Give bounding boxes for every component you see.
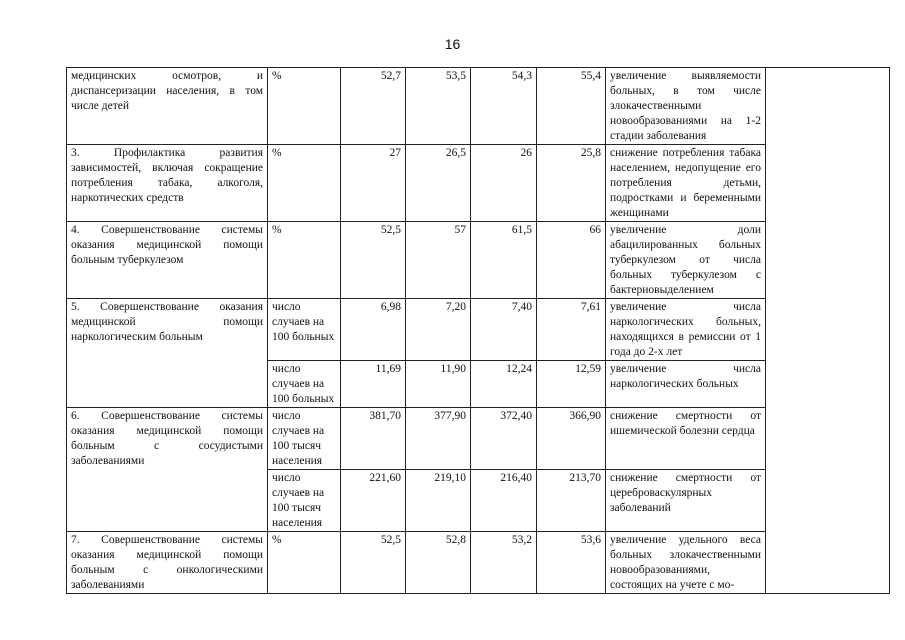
- result-cell: увеличение выявляемости больных, в том числе злокачественными новообразованиями на 1-2 стадии заболевания: [606, 68, 766, 145]
- result-cell: увеличение числа наркологических больных, находящихся в ремиссии от 1 года до 2-х лет: [606, 299, 766, 361]
- unit-cell: %: [268, 222, 341, 299]
- measure-name-cell: 4. Совершенствование системы оказания медицинской помощи больным туберкулезом: [67, 222, 268, 299]
- indicators-table: [66, 67, 890, 594]
- unit-cell: число случаев на 100 больных: [268, 299, 341, 361]
- value-cell: 216,40: [471, 470, 537, 532]
- value-cell: 27: [341, 145, 406, 222]
- value-cell: 12,59: [537, 361, 606, 408]
- value-cell: 11,90: [406, 361, 471, 408]
- empty-column-cell: [766, 68, 890, 594]
- result-cell: увеличение доли абацилированных больных туберкулезом от числа больных туберкулезом с бактериовыделением: [606, 222, 766, 299]
- value-cell: 213,70: [537, 470, 606, 532]
- value-cell: 54,3: [471, 68, 537, 145]
- value-cell: 25,8: [537, 145, 606, 222]
- measure-name-cell: 6. Совершенствование системы оказания медицинской помощи больным с сосудистыми заболеваниями: [67, 408, 268, 532]
- value-cell: 219,10: [406, 470, 471, 532]
- value-cell: 26: [471, 145, 537, 222]
- value-cell: 381,70: [341, 408, 406, 470]
- value-cell: 52,5: [341, 222, 406, 299]
- measure-name-cell: медицинских осмотров, и диспансеризации населения, в том числе детей: [67, 68, 268, 145]
- value-cell: 55,4: [537, 68, 606, 145]
- value-cell: 52,8: [406, 532, 471, 594]
- unit-cell: число случаев на 100 тысяч населения: [268, 408, 341, 470]
- value-cell: 12,24: [471, 361, 537, 408]
- value-cell: 53,6: [537, 532, 606, 594]
- value-cell: 372,40: [471, 408, 537, 470]
- unit-cell: %: [268, 532, 341, 594]
- measure-name-cell: 7. Совершенствование системы оказания медицинской помощи больным с онкологическими заболеваниями: [67, 532, 268, 594]
- value-cell: 26,5: [406, 145, 471, 222]
- value-cell: 53,5: [406, 68, 471, 145]
- value-cell: 52,5: [341, 532, 406, 594]
- value-cell: 7,40: [471, 299, 537, 361]
- value-cell: 53,2: [471, 532, 537, 594]
- page-number: 16: [444, 36, 461, 52]
- value-cell: 6,98: [341, 299, 406, 361]
- table-row: [67, 68, 890, 145]
- value-cell: 61,5: [471, 222, 537, 299]
- result-cell: снижение потребления табака населением, недопущение его потребления детьми, подростками и беременными женщинами: [606, 145, 766, 222]
- value-cell: 11,69: [341, 361, 406, 408]
- result-cell: увеличение числа наркологических больных: [606, 361, 766, 408]
- value-cell: 57: [406, 222, 471, 299]
- result-cell: снижение смертности от цереброваскулярных заболеваний: [606, 470, 766, 532]
- measure-name-cell: 3. Профилактика развития зависимостей, включая сокращение потребления табака, алкоголя, наркотических средств: [67, 145, 268, 222]
- value-cell: 221,60: [341, 470, 406, 532]
- unit-cell: %: [268, 145, 341, 222]
- value-cell: 366,90: [537, 408, 606, 470]
- value-cell: 377,90: [406, 408, 471, 470]
- value-cell: 7,20: [406, 299, 471, 361]
- result-cell: увеличение удельного веса больных злокачественными новообразованиями, состоящих на учете с мо-: [606, 532, 766, 594]
- value-cell: 7,61: [537, 299, 606, 361]
- unit-cell: число случаев на 100 больных: [268, 361, 341, 408]
- value-cell: 52,7: [341, 68, 406, 145]
- value-cell: 66: [537, 222, 606, 299]
- unit-cell: %: [268, 68, 341, 145]
- measure-name-cell: 5. Совершенствование оказания медицинской помощи наркологическим больным: [67, 299, 268, 408]
- unit-cell: число случаев на 100 тысяч населения: [268, 470, 341, 532]
- result-cell: снижение смертности от ишемической болезни сердца: [606, 408, 766, 470]
